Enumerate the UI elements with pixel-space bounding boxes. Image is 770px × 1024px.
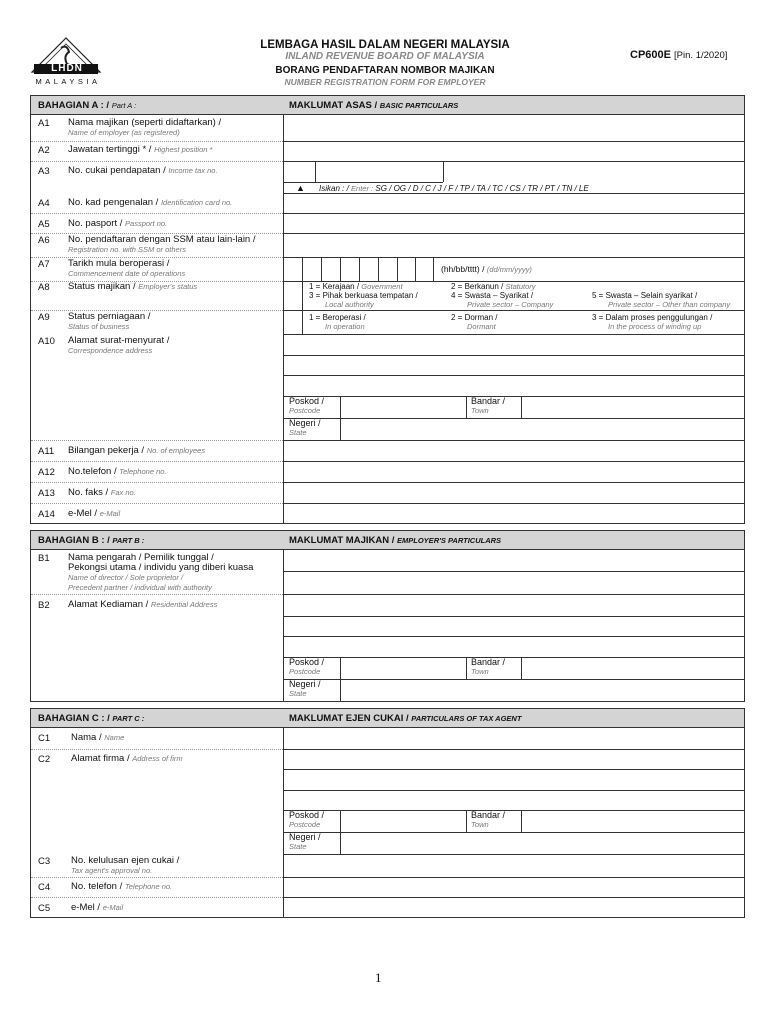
part-a-section: [30, 95, 745, 524]
row-c4: C4 No. telefon / Telephone no.: [38, 881, 173, 893]
form-code-label: CP600E: [630, 49, 671, 61]
residential-address-line-1[interactable]: [284, 594, 744, 616]
row-a7: A7 Tarikh mula beroperasi / Commencement date of operations: [38, 258, 186, 278]
town-field-c[interactable]: [522, 810, 744, 832]
logo-text: LHDN: [51, 63, 83, 74]
director-name-line-2[interactable]: [284, 571, 744, 594]
fax-field[interactable]: [284, 482, 744, 503]
town-block-b: Bandar / Town: [471, 657, 506, 676]
part-b-section: [30, 530, 745, 702]
town-field-b[interactable]: [522, 657, 744, 679]
employer-status-box[interactable]: [284, 281, 303, 311]
firm-address-line-3[interactable]: [284, 790, 744, 810]
state-field-a[interactable]: [341, 418, 744, 440]
telephone-field[interactable]: [284, 461, 744, 482]
town-block-c: Bandar / Town: [471, 810, 506, 829]
title-bm: LEMBAGA HASIL DALAM NEGERI MALAYSIA: [260, 39, 510, 51]
row-a12: A12 No.telefon / Telephone no.: [38, 466, 167, 478]
row-a4: A4 No. kad pengenalan / Identification card no.: [38, 197, 233, 209]
lhdn-logo: [28, 34, 108, 90]
address-line-2[interactable]: [284, 355, 744, 375]
state-field-c[interactable]: [341, 832, 744, 854]
row-a1: A1 Nama majikan (seperti didaftarkan) / Name of employer (as registered): [38, 117, 222, 137]
employees-field[interactable]: [284, 440, 744, 461]
firm-address-line-1[interactable]: [284, 749, 744, 769]
employer-name-field[interactable]: [284, 116, 744, 141]
agent-email-field[interactable]: [284, 897, 744, 918]
postcode-field-a[interactable]: [341, 396, 466, 418]
row-a10: A10 Alamat surat-menyurat / Correspondence address: [38, 335, 170, 355]
income-tax-no-field[interactable]: [284, 161, 444, 182]
part-c-section: [30, 708, 745, 918]
agent-name-field[interactable]: [284, 728, 744, 749]
page-number: 1: [375, 970, 382, 985]
ic-no-field[interactable]: [284, 193, 744, 213]
form-title-bm: BORANG PENDAFTARAN NOMBOR MAJIKAN: [275, 65, 495, 76]
postcode-block-a: Poskod / Postcode: [289, 396, 325, 415]
form-code: [630, 49, 727, 61]
address-line-3[interactable]: [284, 375, 744, 396]
row-a2: A2 Jawatan tertinggi * / Highest position *: [38, 144, 213, 156]
firm-address-line-2[interactable]: [284, 769, 744, 790]
form-title-en: NUMBER REGISTRATION FORM FOR EMPLOYER: [284, 77, 486, 87]
enter-codes-hint: Isikan : / Enter : SG / OG / D / C / J / F / TP / TA / TC / CS / TR / PT / TN / LE: [319, 184, 589, 193]
highest-position-field[interactable]: [284, 142, 744, 161]
row-c5: C5 e-Mel / e-Mail: [38, 902, 124, 914]
form-version: [Pin. 1/2020]: [674, 50, 728, 61]
state-block-b: Negeri / State: [289, 679, 321, 698]
row-a11: A11 Bilangan pekerja / No. of employees: [38, 445, 206, 457]
row-a14: A14 e-Mel / e-Mail: [38, 508, 121, 520]
row-a5: A5 No. pasport / Passport no.: [38, 218, 168, 230]
title-en: INLAND REVENUE BOARD OF MALAYSIA: [285, 51, 485, 62]
business-status-box[interactable]: [284, 310, 303, 334]
row-b1: B1 Nama pengarah / Pemilik tunggal / Pekongsi utama / individu yang diberi kuasa Name of director / Sole proprietor / Precedent partner / individual with authority: [38, 552, 254, 592]
residential-address-line-3[interactable]: [284, 636, 744, 657]
town-field-a[interactable]: [522, 396, 744, 418]
row-c2: C2 Alamat firma / Address of firm: [38, 753, 183, 765]
row-a6: A6 No. pendaftaran dengan SSM atau lain-lain / Registration no. with SSM or others: [38, 234, 256, 254]
row-b2: B2 Alamat Kediaman / Residential Address: [38, 599, 218, 611]
part-a-header: BAHAGIAN A : / Part A : MAKLUMAT ASAS / BASIC PARTICULARS: [31, 96, 744, 115]
agent-telephone-field[interactable]: [284, 877, 744, 897]
date-format-label: (hh/bb/tttt) / (dd/mm/yyyy): [441, 264, 532, 274]
commencement-date-field[interactable]: [284, 257, 434, 281]
postcode-field-c[interactable]: [341, 810, 466, 832]
part-b-header: BAHAGIAN B : / PART B : MAKLUMAT MAJIKAN / EMPLOYER'S PARTICULARS: [31, 531, 744, 550]
row-c3: C3 No. kelulusan ejen cukai / Tax agent's approval no.: [38, 855, 180, 875]
row-c1: C1 Nama / Name: [38, 732, 125, 744]
postcode-block-b: Poskod / Postcode: [289, 657, 325, 676]
agent-approval-field[interactable]: [284, 854, 744, 877]
part-c-header: BAHAGIAN C : / PART C : MAKLUMAT EJEN CUKAI / PARTICULARS OF TAX AGENT: [31, 709, 744, 728]
town-block-a: Bandar / Town: [471, 396, 506, 415]
business-status-options: 1 = Beroperasi / In operation 2 = Dorman / Dormant 3 = Dalam proses penggulungan / In the process of winding up: [309, 313, 713, 331]
row-a13: A13 No. faks / Fax no.: [38, 487, 136, 499]
row-a8: A8 Status majikan / Employer's status: [38, 281, 198, 293]
state-block-a: Negeri / State: [289, 418, 321, 437]
row-a9: A9 Status perniagaan / Status of business: [38, 311, 151, 331]
director-name-line-1[interactable]: [284, 550, 744, 571]
state-field-b[interactable]: [341, 679, 744, 702]
passport-no-field[interactable]: [284, 213, 744, 233]
state-block-c: Negeri / State: [289, 832, 321, 851]
employer-status-options: 1 = Kerajaan / Government 3 = Pihak berkuasa tempatan / Local authority 2 = Berkanun / Statutory 4 = Swasta – Syarikat / Private sector – Company 5 = Swasta – Selain syarikat / Private sector – Other than company: [309, 282, 731, 309]
registration-no-field[interactable]: [284, 233, 744, 257]
residential-address-line-2[interactable]: [284, 616, 744, 636]
postcode-block-c: Poskod / Postcode: [289, 810, 325, 829]
email-field[interactable]: [284, 503, 744, 524]
triangle-up-icon: ▲: [296, 183, 305, 193]
address-line-1[interactable]: [284, 334, 744, 355]
postcode-field-b[interactable]: [341, 657, 466, 679]
logo-country: MALAYSIA: [35, 77, 101, 86]
row-a3: A3 No. cukai pendapatan / Income tax no.: [38, 165, 218, 177]
